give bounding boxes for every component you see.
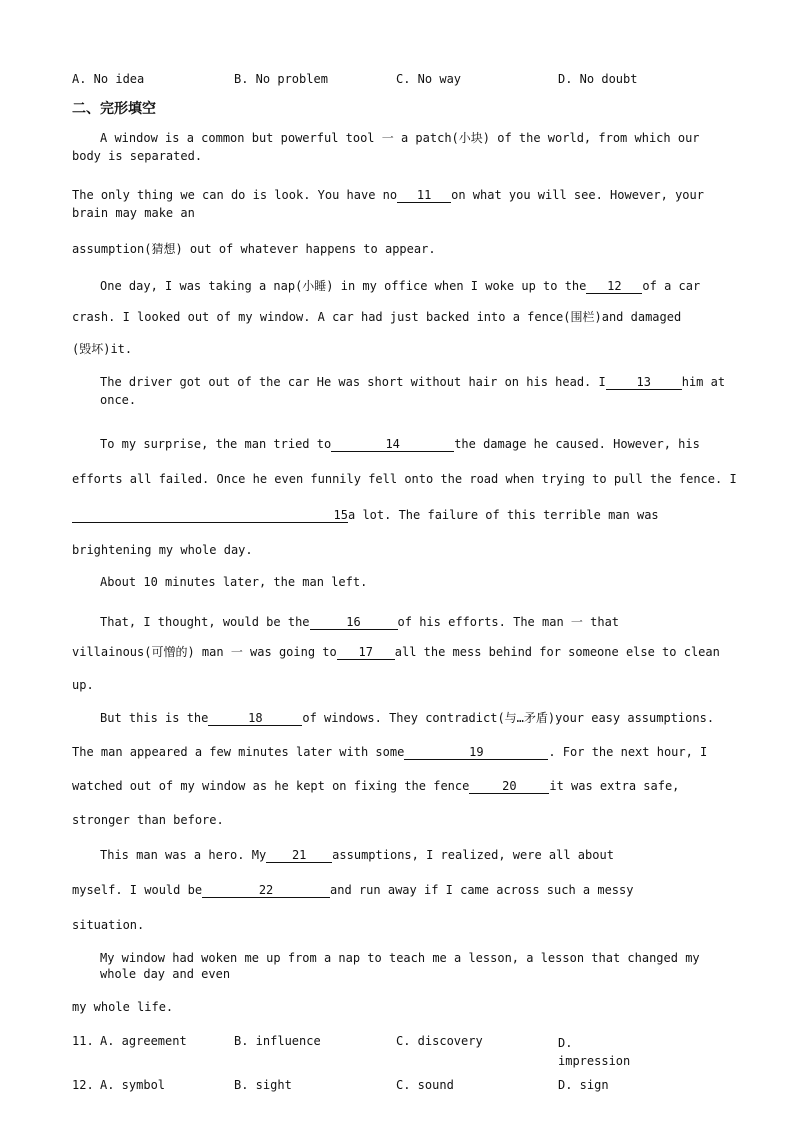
passage-paragraph-10: My window had woken me up from a nap to teach me a lesson, a lesson that changed my whole day and even	[100, 951, 700, 981]
blank-11: 11	[397, 188, 451, 203]
blank-19: 19	[404, 745, 548, 760]
passage-text: But this is the	[100, 711, 209, 725]
passage-text: the damage he caused. However, his	[454, 437, 700, 451]
passage-line	[100, 437, 700, 452]
blank-13: 13	[606, 375, 682, 390]
option-b: B. influence	[234, 1034, 321, 1048]
question-number: 11.	[72, 1034, 94, 1048]
passage-text: myself. I would be	[72, 883, 203, 897]
passage-text: of his efforts. The man 一 that	[397, 615, 620, 629]
blank-18: 18	[208, 711, 302, 726]
passage-line: my whole life.	[72, 1000, 174, 1014]
blank-17: 17	[337, 645, 395, 660]
passage-text: all the mess behind for someone else to clean	[394, 645, 720, 659]
passage-line: About 10 minutes later, the man left.	[100, 575, 368, 589]
passage-text: assumptions, I realized, were all about	[332, 848, 614, 862]
passage-text: villainous(可憎的) man 一 was going to	[72, 645, 337, 659]
passage-paragraph-1: A window is a common but powerful tool 一 a patch(小块) of the world, from which our body is separated.	[72, 131, 700, 163]
prev-option-d: D. No doubt	[558, 72, 638, 86]
passage-text: and run away if I came across such a messy	[330, 883, 634, 897]
passage-text: That, I thought, would be the	[100, 615, 310, 629]
option-c: C. sound	[396, 1078, 454, 1092]
passage-text: it was extra safe,	[549, 779, 680, 793]
passage-text: To my surprise, the man tried to	[100, 437, 332, 451]
passage-line: situation.	[72, 918, 145, 932]
passage-line	[72, 745, 707, 760]
question-number: 12.	[72, 1078, 94, 1092]
option-a: A. agreement	[100, 1034, 187, 1048]
passage-line	[72, 883, 633, 898]
passage-paragraph-4	[100, 373, 726, 409]
blank-21: 21	[266, 848, 332, 863]
passage-text: him at once.	[100, 375, 726, 407]
passage-line: crash. I looked out of my window. A car had just backed into a fence(围栏)and damaged	[72, 310, 682, 324]
blank-20: 20	[469, 779, 549, 794]
passage-text: The man appeared a few minutes later with some	[72, 745, 405, 759]
passage-text: One day, I was taking a nap(小睡) in my office when I woke up to the	[100, 279, 587, 293]
passage-text: The only thing we can do is look. You have no	[72, 188, 398, 202]
passage-text: of a car	[642, 279, 701, 293]
passage-line	[72, 643, 720, 660]
option-c: C. discovery	[396, 1034, 483, 1048]
passage-text: . For the next hour, I	[548, 745, 708, 759]
passage-line	[72, 508, 659, 523]
blank-15: 15	[72, 508, 348, 523]
passage-line	[100, 848, 614, 863]
passage-line	[100, 277, 700, 294]
passage-line: brightening my whole day.	[72, 543, 253, 557]
passage-text: watched out of my window as he kept on fixing the fence	[72, 779, 470, 793]
blank-16: 16	[310, 615, 398, 630]
passage-line	[72, 779, 679, 794]
blank-12: 12	[586, 279, 642, 294]
passage-paragraph-2	[72, 186, 732, 222]
prev-option-a: A. No idea	[72, 72, 145, 86]
option-d: D. impression	[558, 1036, 631, 1068]
blank-14: 14	[331, 437, 454, 452]
passage-line	[100, 613, 619, 630]
prev-option-c: C. No way	[396, 72, 462, 86]
passage-line	[100, 709, 714, 726]
option-a: A. symbol	[100, 1078, 166, 1092]
passage-text: This man was a hero. My	[100, 848, 267, 862]
section-title: 二、完形填空	[72, 101, 156, 117]
passage-line: efforts all failed. Once he even funnily fell onto the road when trying to pull the fence. I	[72, 472, 737, 486]
blank-22: 22	[202, 883, 330, 898]
passage-text: a lot. The failure of this terrible man was	[348, 508, 659, 522]
passage-line: up.	[72, 678, 94, 692]
passage-text: of windows. They contradict(与…矛盾)your easy assumptions.	[302, 711, 715, 725]
option-b: B. sight	[234, 1078, 292, 1092]
passage-text: The driver got out of the car He was short without hair on his head. I	[100, 375, 606, 389]
option-d: D. sign	[558, 1078, 609, 1092]
passage-text: on what you will see. However, your brain may make an	[72, 188, 704, 220]
prev-option-b: B. No problem	[234, 72, 328, 86]
passage-line: stronger than before.	[72, 813, 224, 827]
passage-line: assumption(猜想) out of whatever happens to appear.	[72, 242, 436, 256]
passage-line: (毁坏)it.	[72, 342, 133, 356]
